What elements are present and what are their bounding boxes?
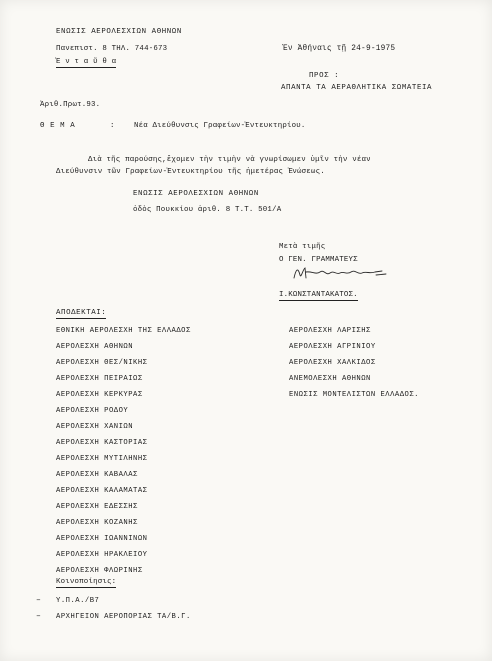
distribution-item: ΑΕΡΟΛΕΣΧΗ ΛΑΡΙΣΗΣ: [289, 327, 371, 335]
handwritten-signature: [292, 263, 388, 283]
recipient-value: ΑΠΑΝΤΑ ΤΑ ΑΕΡΑΘΛΗΤΙΚΑ ΣΩΜΑΤΕΙΑ: [281, 84, 433, 92]
distribution-item: ΑΝΕΜΟΛΕΣΧΗ ΑΘΗΝΩΝ: [289, 375, 371, 383]
subject-label: Θ Ε Μ Α: [40, 122, 76, 130]
copies-item: ΑΡΧΗΓΕΙΟΝ ΑΕΡΟΠΟΡΙΑΣ ΤΑ/Β.Γ.: [56, 613, 191, 621]
distribution-item: ΑΕΡΟΛΕΣΧΗ ΦΛΩΡΙΝΗΣ: [56, 567, 143, 575]
sender-address: Πανεπιστ. 8 ΤΗΛ. 744-673: [56, 45, 168, 53]
copies-dash: –: [36, 596, 41, 605]
distribution-item: ΑΕΡΟΛΕΣΧΗ ΧΑΝΙΩΝ: [56, 423, 134, 431]
protocol-number: Ἀριθ.Πρωτ.93.: [40, 101, 101, 109]
closing-role: Ο ΓΕΝ. ΓΡΑΜΜΑΤΕΥΣ: [279, 256, 358, 264]
date-line: Ἐν Ἀθήναις τῇ 24-9-1975: [283, 45, 396, 53]
distribution-item: ΑΕΡΟΛΕΣΧΗ ΚΑΒΑΛΑΣ: [56, 471, 138, 479]
distribution-item: ΑΕΡΟΛΕΣΧΗ ΚΑΛΑΜΑΤΑΣ: [56, 487, 148, 495]
body-line-1: Διὰ τῆς παρούσης,ἔχομεν τὴν τιμὴν νὰ γνωρίσωμεν ὑμῖν τὴν νέαν: [88, 156, 371, 164]
closing-regards: Μετὰ τιμῆς: [279, 243, 326, 251]
distribution-item: ΑΕΡΟΛΕΣΧΗ ΧΑΛΚΙΔΟΣ: [289, 359, 376, 367]
distribution-item: ΑΕΡΟΛΕΣΧΗ ΘΕΣ/ΝΙΚΗΣ: [56, 359, 148, 367]
distribution-item: ΑΕΡΟΛΕΣΧΗ ΚΕΡΚΥΡΑΣ: [56, 391, 143, 399]
body-line-2: Διεύθυνσιν τῶν Γραφείων-Ἐντευκτηρίου τῆς ἡμετέρας Ἑνώσεως.: [56, 168, 325, 176]
distribution-item: ΑΕΡΟΛΕΣΧΗ ΠΕΙΡΑΙΩΣ: [56, 375, 143, 383]
closing-name: [279, 290, 358, 300]
distribution-item: ΕΝΩΣΙΣ ΜΟΝΤΕΛΙΣΤΩΝ ΕΛΛΑΔΟΣ.: [289, 391, 419, 399]
distribution-item: ΑΕΡΟΛΕΣΧΗ ΡΟΔΟΥ: [56, 407, 129, 415]
recipient-label: ΠΡΟΣ :: [309, 72, 340, 80]
subject-text: Νέα Διεύθυνσις Γραφείων-Ἐντευκτηρίου.: [134, 122, 306, 130]
new-address-org: ΕΝΩΣΙΣ ΑΕΡΟΛΕΣΧΙΩΝ ΑΘΗΝΩΝ: [133, 190, 259, 198]
distribution-item: ΑΕΡΟΛΕΣΧΗ ΚΟΖΑΝΗΣ: [56, 519, 138, 527]
subject-colon: :: [110, 122, 115, 130]
distribution-label: [56, 308, 106, 318]
distribution-item: ΑΕΡΟΛΕΣΧΗ ΙΩΑΝΝΙΝΩΝ: [56, 535, 148, 543]
closing-name-text: Ι.ΚΩΝΣΤΑΝΤΑΚΑΤΟΣ.: [279, 291, 358, 299]
copies-dash: –: [36, 612, 41, 621]
distribution-item: ΑΕΡΟΛΕΣΧΗ ΗΡΑΚΛΕΙΟΥ: [56, 551, 148, 559]
sender-local-text: Ἐ ν τ α ῦ θ α: [56, 58, 117, 66]
distribution-item: ΑΕΡΟΛΕΣΧΗ ΚΑΣΤΟΡΙΑΣ: [56, 439, 148, 447]
distribution-item: ΑΕΡΟΛΕΣΧΗ ΑΓΡΙΝΙΟΥ: [289, 343, 376, 351]
copies-label-text: Κοινοποίησις:: [56, 578, 117, 586]
new-address-street: ὁδὸς Πουκκίου ἀριθ. 8 Τ.Τ. 501/Α: [133, 206, 282, 214]
copies-item: Υ.Π.Α./Β7: [56, 597, 100, 605]
distribution-item: ΑΕΡΟΛΕΣΧΗ ΑΘΗΝΩΝ: [56, 343, 134, 351]
distribution-item: ΕΘΝΙΚΗ ΑΕΡΟΛΕΣΧΗ ΤΗΣ ΕΛΛΑΔΟΣ: [56, 327, 191, 335]
sender-local: [56, 57, 116, 67]
distribution-item: ΑΕΡΟΛΕΣΧΗ ΕΔΕΣΣΗΣ: [56, 503, 138, 511]
distribution-label-text: ΑΠΟΔΕΚΤΑΙ:: [56, 309, 107, 317]
distribution-item: ΑΕΡΟΛΕΣΧΗ ΜΥΤΙΛΗΝΗΣ: [56, 455, 148, 463]
sender-org: ΕΝΩΣΙΣ ΑΕΡΟΛΕΣΧΙΩΝ ΑΘΗΝΩΝ: [56, 28, 182, 36]
copies-label: [56, 577, 116, 587]
